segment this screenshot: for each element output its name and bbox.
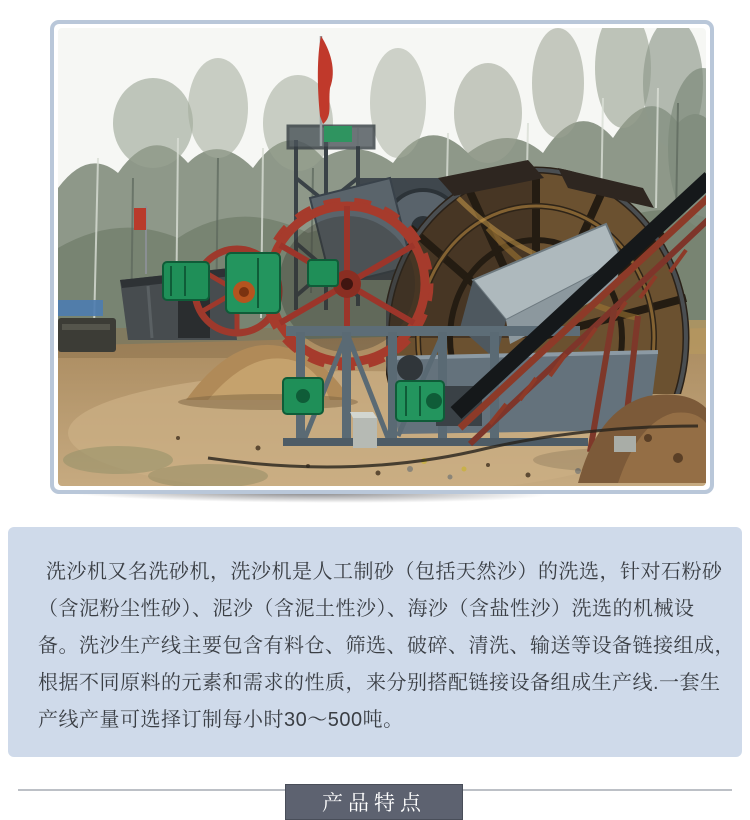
description-line: 洗沙机又名洗砂机，洗沙机是人工制砂（包括天然沙）的洗选，针对石粉砂 <box>46 561 723 583</box>
description-line: 产线产量可选择订制每小时30～500吨。 <box>38 709 404 731</box>
description-panel <box>8 527 742 757</box>
description-line: 根据不同原料的元素和需求的性质，来分别搭配链接设备组成生产线.一套生 <box>38 672 721 694</box>
product-photo <box>58 28 706 486</box>
product-photo-card <box>50 20 714 494</box>
description-line: 备。洗沙生产线主要包含有料仓、筛选、破碎、清洗、输送等设备链接组成， <box>38 635 735 657</box>
section-header-bar <box>285 784 463 820</box>
section-header-label: 产品特点 <box>322 792 426 815</box>
description-line: （含泥粉尘性砂）、泥沙（含泥土性沙）、海沙（含盐性沙）洗选的机械设 <box>38 598 695 620</box>
